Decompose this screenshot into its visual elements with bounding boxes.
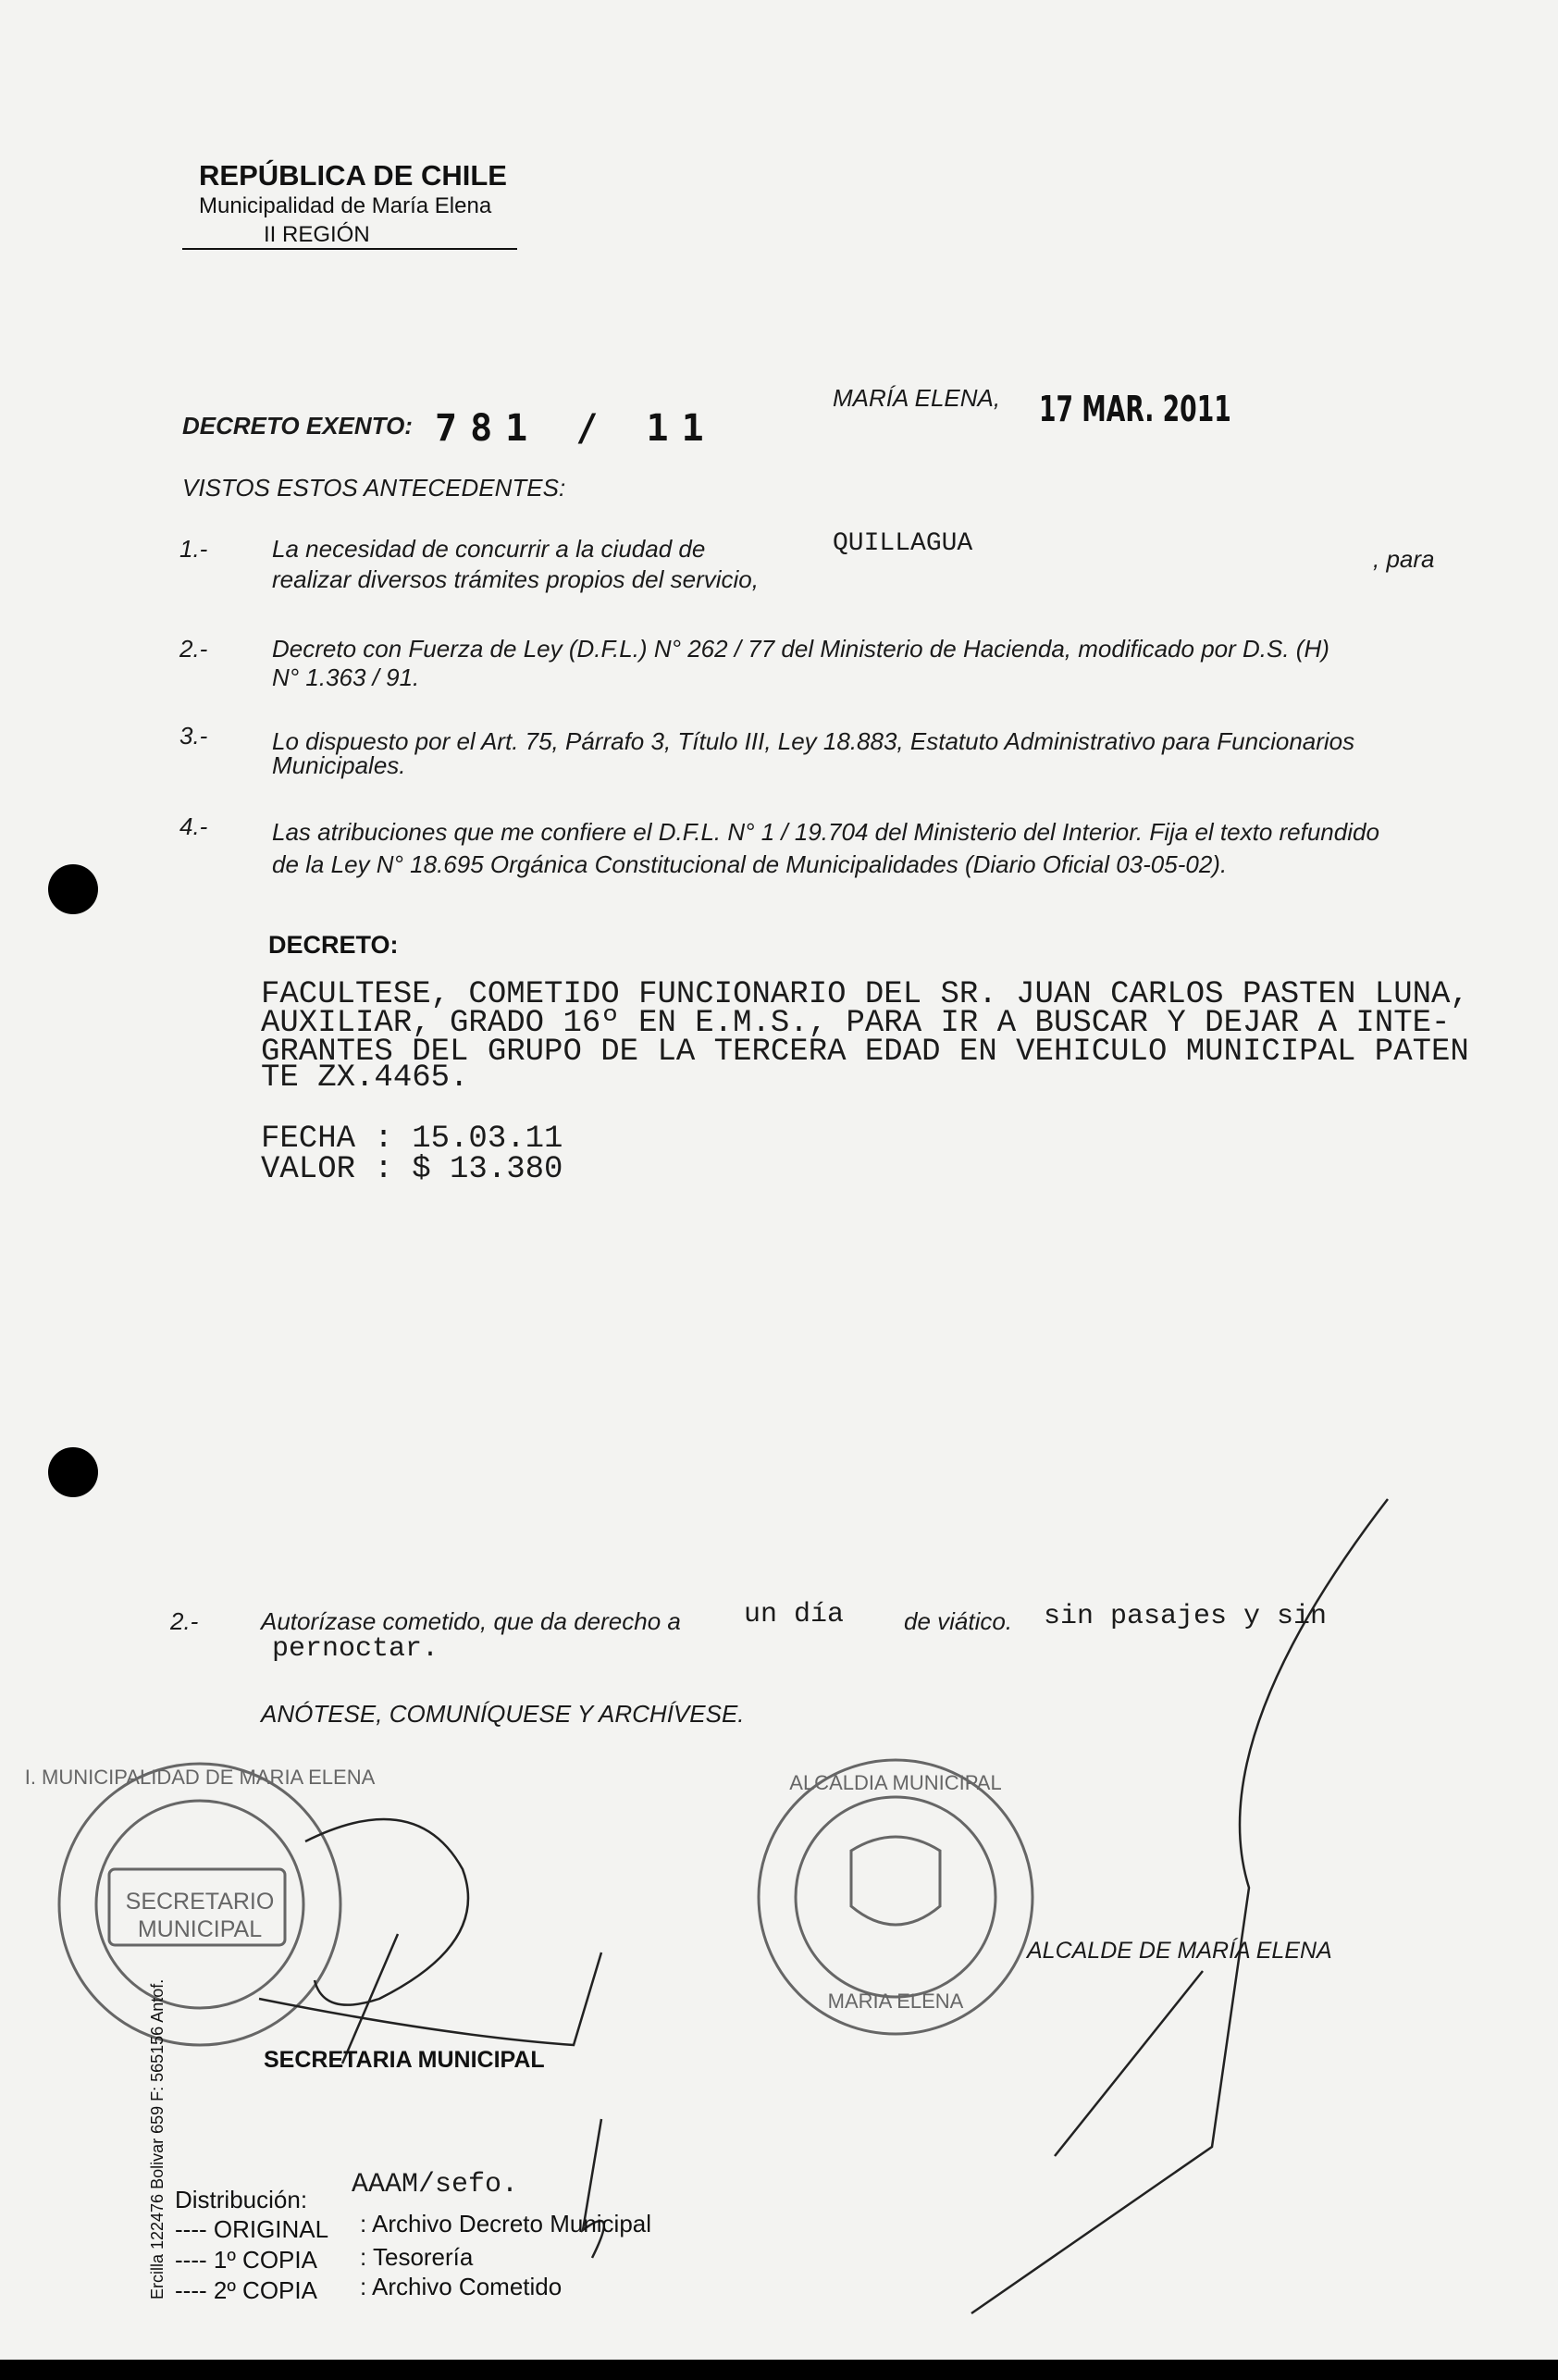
place: MARÍA ELENA, (833, 384, 1001, 412)
fecha: FECHA : 15.03.11 (261, 1122, 563, 1157)
closing: ANÓTESE, COMUNÍQUESE Y ARCHÍVESE. (261, 1700, 745, 1728)
article-text: de viático. (904, 1607, 1013, 1635)
viatico-days: un día (744, 1599, 845, 1630)
item-text: Lo dispuesto por el Art. 75, Párrafo 3, Título III, Ley 18.883, Estatuto Administrativo para Funcionarios (272, 727, 1355, 755)
distribution-copy: ---- 2º COPIA (175, 2276, 317, 2304)
punch-hole (48, 1447, 98, 1497)
decree-number: 781 / 11 (435, 407, 717, 450)
date-stamp: 17 MAR. 2011 (1039, 389, 1231, 429)
distribution-dest: : Archivo Cometido (360, 2273, 563, 2300)
decreto-line: TE ZX.4465. (261, 1060, 469, 1096)
distribution-dest: : Tesorería (360, 2243, 474, 2271)
distribution-copy: ---- 1º COPIA (175, 2246, 317, 2274)
item-text: La necesidad de concurrir a la ciudad de (272, 535, 706, 563)
item-text: Municipales. (272, 751, 406, 779)
initials: AAAM/sefo. (352, 2169, 519, 2200)
item-number: 2.- (179, 635, 208, 663)
item-number: 4.- (179, 812, 208, 840)
header-divider (182, 248, 517, 250)
printer-imprint: Ercilla 122476 Bolivar 659 F: 565156 Antof. (148, 1978, 167, 2299)
item-text: Decreto con Fuerza de Ley (D.F.L.) N° 262 / 77 del Ministerio de Hacienda, modificado por D.S. (H) (272, 635, 1329, 663)
left-stamp-ring-text: I. MUNICIPALIDAD DE MARIA ELENA (24, 1766, 376, 1789)
header-region: II REGIÓN (264, 222, 370, 247)
scan-edge (0, 2360, 1558, 2380)
decree-label: DECRETO EXENTO: (182, 412, 413, 440)
valor: VALOR : $ 13.380 (261, 1152, 563, 1187)
left-stamp-center: SECRETARIO MUNICIPAL (125, 1889, 275, 1942)
header-country: REPÚBLICA DE CHILE (199, 159, 507, 192)
item-text: realizar diversos trámites propios del servicio, (272, 565, 759, 593)
distribution-dest: : Archivo Decreto Municipal (360, 2210, 652, 2237)
article-extra: pernoctar. (272, 1633, 439, 1665)
item-text: de la Ley N° 18.695 Orgánica Constitucional de Municipalidades (Diario Oficial 03-05-02). (272, 850, 1228, 878)
decreto-title: DECRETO: (268, 931, 399, 959)
vistos-title: VISTOS ESTOS ANTECEDENTES: (182, 474, 566, 502)
distribution-copy: ---- ORIGINAL (175, 2215, 329, 2243)
destination: QUILLAGUA (833, 529, 973, 558)
decreto-line: FACULTESE, COMETIDO FUNCIONARIO DEL SR. JUAN CARLOS PASTEN LUNA, (261, 977, 1469, 1012)
decreto-line: AUXILIAR, GRADO 16º EN E.M.S., PARA IR A BUSCAR Y DEJAR A INTE- (261, 1006, 1451, 1041)
article-number: 2.- (170, 1607, 199, 1635)
article-text: Autorízase cometido, que da derecho a (261, 1607, 681, 1635)
item-number: 1.- (179, 535, 208, 563)
mayor-title: ALCALDE DE MARÍA ELENA (1027, 1938, 1332, 1964)
right-stamp-ring-bottom: MARIA ELENA (827, 1990, 964, 2013)
item-text: , para (1373, 545, 1435, 573)
decreto-line: GRANTES DEL GRUPO DE LA TERCERA EDAD EN VEHICULO MUNICIPAL PATEN (261, 1035, 1469, 1070)
item-text: N° 1.363 / 91. (272, 663, 420, 691)
item-text: Las atribuciones que me confiere el D.F.L. N° 1 / 19.704 del Ministerio del Interior. Fija el texto refundido (272, 818, 1379, 846)
punch-hole (48, 864, 98, 914)
distribution-title: Distribución: (175, 2186, 308, 2213)
right-stamp-ring-top: ALCALDIA MUNICIPAL (789, 1771, 1002, 1794)
item-number: 3.- (179, 722, 208, 750)
secretary-title: SECRETARIA MUNICIPAL (264, 2047, 545, 2073)
article-extra: sin pasajes y sin (1044, 1601, 1328, 1632)
header-municipality: Municipalidad de María Elena (199, 193, 492, 218)
